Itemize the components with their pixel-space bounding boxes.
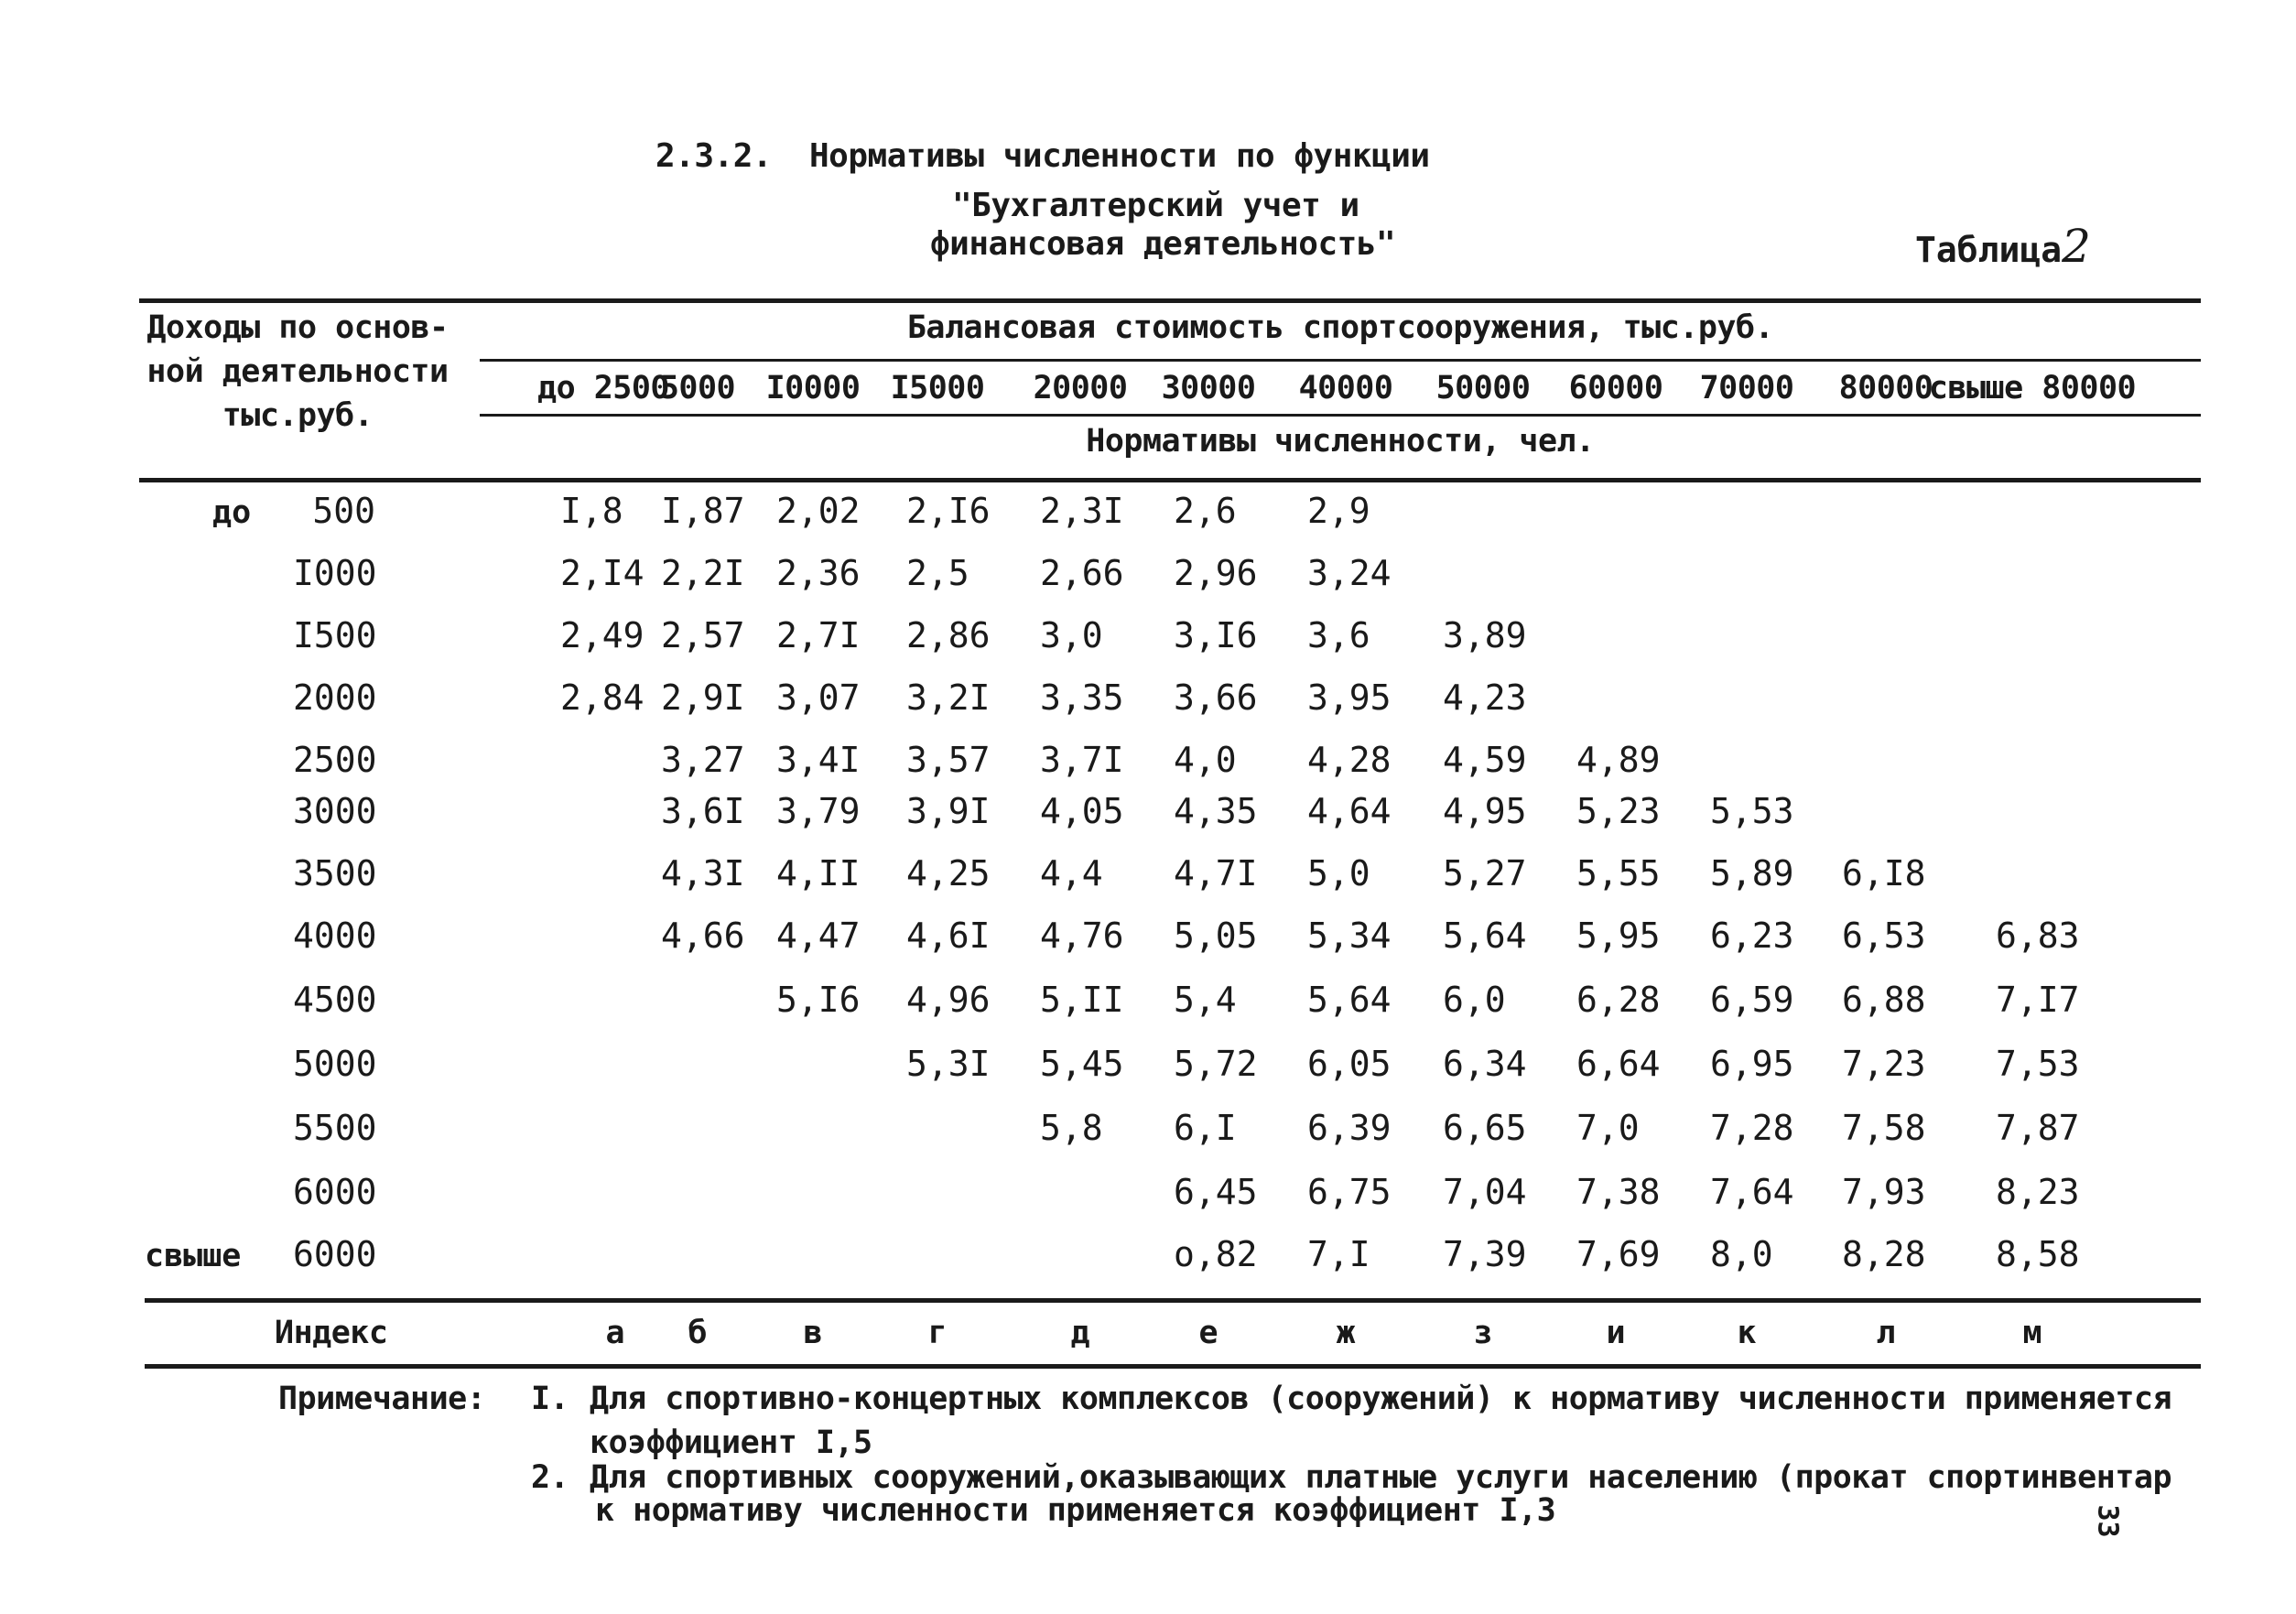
table-cell: 6,53: [1842, 915, 1926, 956]
table-cell: 5,3I: [906, 1044, 991, 1084]
table-cell: 6,I8: [1842, 853, 1926, 894]
table-cell: 7,58: [1842, 1108, 1926, 1148]
table-cell: 2,57: [661, 615, 745, 655]
column-header: I0000: [765, 370, 861, 406]
index-letter: ж: [1336, 1315, 1356, 1351]
note-2-line-2: к нормативу численности применяется коэффициент I,3: [595, 1492, 1556, 1529]
row-income-value: I500: [293, 615, 377, 655]
table-cell: 3,95: [1307, 677, 1392, 718]
table-cell: 3,27: [661, 740, 745, 780]
table-cell: 2,3I: [1040, 491, 1124, 531]
table-cell: 7,I7: [1996, 980, 2080, 1020]
page-mark: 33: [2091, 1504, 2124, 1538]
table-cell: 4,II: [776, 853, 861, 894]
table-cell: 7,39: [1443, 1234, 1527, 1274]
table-cell: 5,27: [1443, 853, 1527, 894]
note-1-number: I.: [531, 1381, 569, 1417]
row-income-value: 5500: [293, 1108, 377, 1148]
table-cell: 2,I4: [560, 553, 644, 593]
table-cell: 3,6I: [661, 791, 745, 831]
table-cell: 2,9: [1307, 491, 1370, 531]
table-cell: 3,2I: [906, 677, 991, 718]
table-label-word: Таблица: [1915, 230, 2063, 270]
notes-label: Примечание:: [278, 1381, 486, 1417]
title-line-3: финансовая деятельность": [930, 225, 1396, 263]
index-letter: б: [688, 1315, 708, 1351]
table-cell: 8,28: [1842, 1234, 1926, 1274]
index-letter: к: [1737, 1315, 1757, 1351]
table-cell: 4,35: [1174, 791, 1258, 831]
table-cell: 6,95: [1710, 1044, 1794, 1084]
table-cell: 6,34: [1443, 1044, 1527, 1084]
table-cell: 3,79: [776, 791, 861, 831]
table-cell: 3,57: [906, 740, 991, 780]
column-header: 80000: [1838, 370, 1933, 406]
table-cell: 2,I6: [906, 491, 991, 531]
table-cell: 3,9I: [906, 791, 991, 831]
table-cell: 2,7I: [776, 615, 861, 655]
table-cell: 7,I: [1307, 1234, 1370, 1274]
table-cell: 5,64: [1307, 980, 1392, 1020]
table-cell: 4,95: [1443, 791, 1527, 831]
table-cell: 6,45: [1174, 1172, 1258, 1212]
table-cell: 3,I6: [1174, 615, 1258, 655]
table-cell: 4,64: [1307, 791, 1392, 831]
row-income-value: 2000: [293, 677, 377, 718]
table-cell: 3,89: [1443, 615, 1527, 655]
table-cell: 6,28: [1576, 980, 1661, 1020]
table-cell: 2,6: [1174, 491, 1237, 531]
table-cell: 6,59: [1710, 980, 1794, 1020]
column-header-rule: [480, 414, 2201, 417]
table-cell: 7,38: [1576, 1172, 1661, 1212]
row-income-value: 500: [312, 491, 375, 531]
row-income-value: 5000: [293, 1044, 377, 1084]
table-cell: 4,05: [1040, 791, 1124, 831]
row-income-value: 4000: [293, 915, 377, 956]
stub-header-line-1: Доходы по основ-: [146, 309, 449, 346]
table-cell: 3,24: [1307, 553, 1392, 593]
index-letter: е: [1198, 1315, 1218, 1351]
table-cell: 5,23: [1576, 791, 1661, 831]
table-cell: 2,36: [776, 553, 861, 593]
table-cell: 2,86: [906, 615, 991, 655]
table-cell: 8,58: [1996, 1234, 2080, 1274]
table-cell: 6,39: [1307, 1108, 1392, 1148]
table-cell: 4,76: [1040, 915, 1124, 956]
table-cell: 6,83: [1996, 915, 2080, 956]
row-income-value: 2500: [293, 740, 377, 780]
index-letter: г: [927, 1315, 948, 1351]
column-header: 60000: [1568, 370, 1663, 406]
table-cell: 7,69: [1576, 1234, 1661, 1274]
table-cell: 5,45: [1040, 1044, 1124, 1084]
index-letter: д: [1070, 1315, 1090, 1351]
table-label-number: 2: [2062, 220, 2091, 273]
column-header: I5000: [890, 370, 985, 406]
index-letter: а: [605, 1315, 625, 1351]
table-cell: 5,55: [1576, 853, 1661, 894]
note-2-number: 2.: [531, 1459, 569, 1496]
table-cell: 8,0: [1710, 1234, 1773, 1274]
table-cell: 5,8: [1040, 1108, 1103, 1148]
row-income-value: 4500: [293, 980, 377, 1020]
table-cell: 3,4I: [776, 740, 861, 780]
table-cell: 3,6: [1307, 615, 1370, 655]
row-income-value: 3500: [293, 853, 377, 894]
index-bottom-rule: [145, 1364, 2201, 1369]
table-cell: 3,66: [1174, 677, 1258, 718]
table-cell: 5,34: [1307, 915, 1392, 956]
table-cell: 4,89: [1576, 740, 1661, 780]
table-cell: 6,05: [1307, 1044, 1392, 1084]
table-cell: 2,49: [560, 615, 644, 655]
table-top-rule: [139, 298, 2201, 303]
table-cell: I,87: [661, 491, 745, 531]
column-header: 20000: [1033, 370, 1128, 406]
row-income-value: 6000: [293, 1234, 377, 1274]
index-letter: в: [803, 1315, 823, 1351]
section-number: 2.3.2.: [655, 137, 773, 175]
table-cell: 4,0: [1174, 740, 1237, 780]
table-cell: 2,2I: [661, 553, 745, 593]
table-cell: 6,23: [1710, 915, 1794, 956]
table-cell: 6,88: [1842, 980, 1926, 1020]
table-cell: 7,28: [1710, 1108, 1794, 1148]
table-cell: 4,59: [1443, 740, 1527, 780]
table-cell: 4,66: [661, 915, 745, 956]
table-cell: 5,05: [1174, 915, 1258, 956]
table-cell: 2,66: [1040, 553, 1124, 593]
table-cell: 5,0: [1307, 853, 1370, 894]
row-income-value: I000: [293, 553, 377, 593]
column-header: 50000: [1435, 370, 1531, 406]
note-2-line-1: Для спортивных сооружений,оказывающих платные услуги населению (прокат спортинвентар: [590, 1459, 2172, 1496]
table-cell: 3,07: [776, 677, 861, 718]
note-1-line-2: коэффициент I,5: [590, 1424, 872, 1461]
table-cell: 5,72: [1174, 1044, 1258, 1084]
table-cell: 2,84: [560, 677, 644, 718]
norm-subtitle: Нормативы численности, чел.: [1086, 423, 1595, 460]
table-cell: 2,02: [776, 491, 861, 531]
table-cell: 3,35: [1040, 677, 1124, 718]
table-cell: 2,5: [906, 553, 969, 593]
row-income-value: 6000: [293, 1172, 377, 1212]
table-cell: 4,47: [776, 915, 861, 956]
span-header-title: Балансовая стоимость спортсооружения, тыс.руб.: [906, 309, 1774, 346]
data-bottom-rule: [145, 1298, 2201, 1303]
table-cell: 3,0: [1040, 615, 1103, 655]
row-income-value: 3000: [293, 791, 377, 831]
table-cell: 4,23: [1443, 677, 1527, 718]
column-header: 70000: [1699, 370, 1794, 406]
table-cell: 4,6I: [906, 915, 991, 956]
table-cell: 7,64: [1710, 1172, 1794, 1212]
span-header-rule: [480, 359, 2201, 362]
note-1-line-1: Для спортивно-концертных комплексов (сооружений) к нормативу численности применяется: [590, 1381, 2172, 1417]
column-header: 30000: [1161, 370, 1256, 406]
stub-header: [137, 306, 458, 438]
table-cell: 5,64: [1443, 915, 1527, 956]
table-cell: 7,0: [1576, 1108, 1640, 1148]
column-header: 40000: [1298, 370, 1393, 406]
table-cell: 7,93: [1842, 1172, 1926, 1212]
table-cell: 6,65: [1443, 1108, 1527, 1148]
table-cell: 4,96: [906, 980, 991, 1020]
table-cell: 5,89: [1710, 853, 1794, 894]
stub-header-line-2: ной деятельности: [146, 353, 449, 390]
index-letter: л: [1876, 1315, 1896, 1351]
column-header: до 2500: [537, 370, 670, 406]
table-cell: 7,53: [1996, 1044, 2080, 1084]
title-line-2: "Бухгалтерский учет и: [952, 187, 1359, 224]
table-cell: 5,4: [1174, 980, 1237, 1020]
row-income-prefix: свыше: [145, 1238, 242, 1274]
table-cell: 3,7I: [1040, 740, 1124, 780]
table-cell: 4,7I: [1174, 853, 1258, 894]
table-cell: 5,I6: [776, 980, 861, 1020]
table-cell: I,8: [560, 491, 623, 531]
stub-header-line-3: тыс.руб.: [222, 397, 374, 434]
table-cell: 2,9I: [661, 677, 745, 718]
table-cell: 6,0: [1443, 980, 1506, 1020]
table-cell: 5,II: [1040, 980, 1124, 1020]
table-cell: 4,28: [1307, 740, 1392, 780]
table-cell: 4,25: [906, 853, 991, 894]
row-income-prefix: до: [212, 494, 252, 531]
table-cell: 7,23: [1842, 1044, 1926, 1084]
table-cell: 8,23: [1996, 1172, 2080, 1212]
table-cell: 5,53: [1710, 791, 1794, 831]
header-bottom-rule: [139, 478, 2201, 482]
table-label: [1915, 220, 2091, 273]
index-letter: з: [1473, 1315, 1493, 1351]
title-line-1: Нормативы численности по функции: [809, 137, 1430, 175]
table-cell: 4,3I: [661, 853, 745, 894]
index-label: Индекс: [275, 1315, 388, 1351]
table-cell: 6,64: [1576, 1044, 1661, 1084]
table-cell: 7,87: [1996, 1108, 2080, 1148]
table-cell: 5,95: [1576, 915, 1661, 956]
index-letter: м: [2022, 1315, 2042, 1351]
table-cell: 6,75: [1307, 1172, 1392, 1212]
table-cell: 7,04: [1443, 1172, 1527, 1212]
table-cell: о,82: [1174, 1234, 1258, 1274]
table-cell: 4,4: [1040, 853, 1103, 894]
index-letter: и: [1606, 1315, 1626, 1351]
column-header: свыше 80000: [1928, 370, 2137, 406]
column-header: 5000: [659, 370, 736, 406]
table-cell: 6,I: [1174, 1108, 1237, 1148]
table-cell: 2,96: [1174, 553, 1258, 593]
